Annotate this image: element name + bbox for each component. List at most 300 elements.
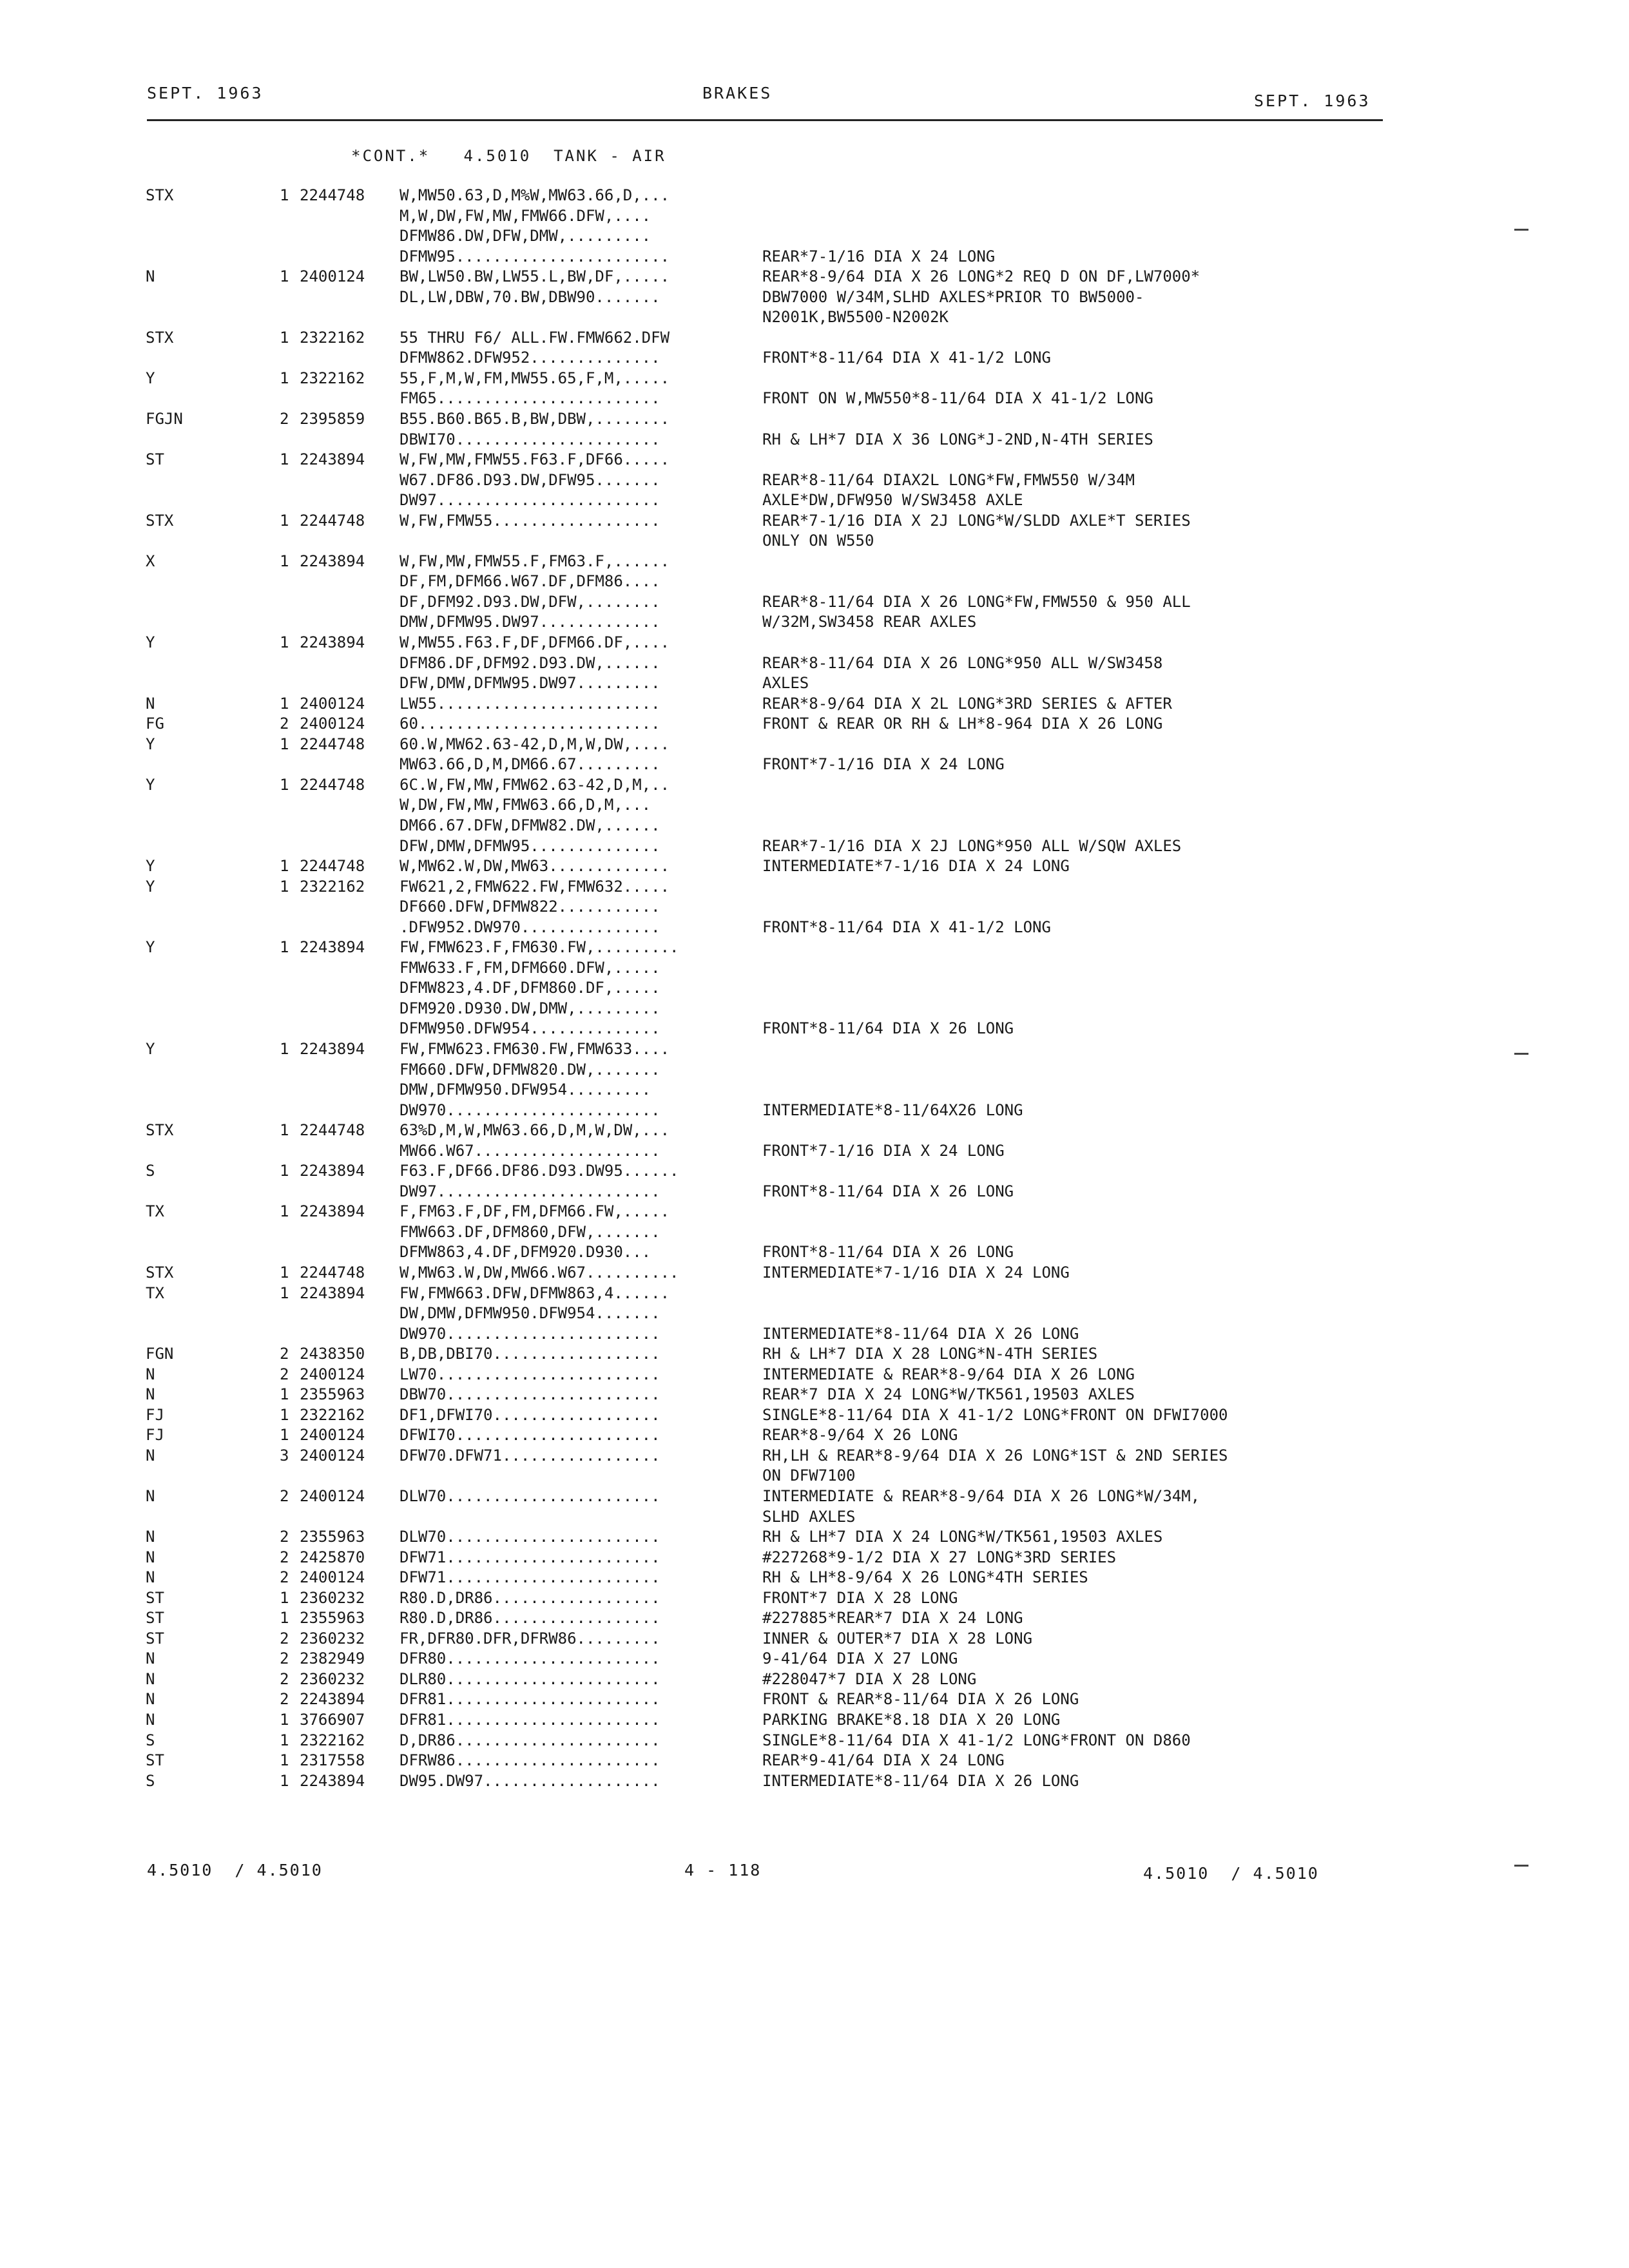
row-models: DF,DFM92.D93.DW,DFW,........ <box>400 592 660 611</box>
row-models: FMW633.F,FM,DFM660.DFW,..... <box>400 958 660 977</box>
row-models: D,DR86...................... <box>400 1731 660 1749</box>
table-row <box>0 1344 1629 1365</box>
table-row <box>0 1405 1629 1426</box>
table-row <box>0 1019 1629 1039</box>
table-row <box>0 1161 1629 1182</box>
table-row <box>0 1060 1629 1081</box>
row-code: Y <box>146 877 155 896</box>
row-qty: 1 <box>280 1202 289 1221</box>
row-code: N <box>146 1528 155 1546</box>
row-description: INTERMEDIATE*8-11/64 DIA X 26 LONG <box>762 1324 1079 1343</box>
row-qty: 1 <box>280 1588 289 1607</box>
row-code: S <box>146 1771 155 1790</box>
table-row <box>0 1669 1629 1690</box>
row-qty: 2 <box>280 410 289 428</box>
row-part-number: 2360232 <box>300 1669 365 1688</box>
row-qty: 1 <box>280 369 289 387</box>
row-description: REAR*8-11/64 DIA X 26 LONG*950 ALL W/SW3458 <box>762 653 1163 672</box>
table-row <box>0 1608 1629 1629</box>
row-description: RH & LH*7 DIA X 28 LONG*N-4TH SERIES <box>762 1345 1098 1363</box>
table-row <box>0 612 1629 633</box>
row-models: R80.D,DR86.................. <box>400 1588 660 1607</box>
row-code: FJ <box>146 1405 164 1424</box>
row-models: 63%D,M,W,MW63.66,D,M,W,DW,... <box>400 1121 670 1140</box>
row-models: W,MW63.W,DW,MW66.W67.......... <box>400 1263 679 1282</box>
row-models: FMW663.DF,DFM860,DFW,....... <box>400 1222 660 1241</box>
row-models: 55 THRU F6/ ALL.FW.FMW662.DFW <box>400 328 670 347</box>
row-part-number: 2438350 <box>300 1345 365 1363</box>
margin-mark <box>1514 1865 1528 1867</box>
row-description: AXLES <box>762 674 809 693</box>
row-models: F63.F,DF66.DF86.D93.DW95...... <box>400 1162 679 1180</box>
table-row <box>0 1039 1629 1060</box>
row-qty: 2 <box>280 1629 289 1648</box>
table-row <box>0 978 1629 999</box>
row-models: DW970....................... <box>400 1100 660 1119</box>
row-models: DW970....................... <box>400 1324 660 1343</box>
row-part-number: 2244748 <box>300 1263 365 1282</box>
table-row <box>0 694 1629 715</box>
table-row <box>0 1771 1629 1792</box>
row-qty: 1 <box>280 938 289 957</box>
row-models: W,DW,FW,MW,FMW63.66,D,M,... <box>400 796 651 814</box>
row-models: DF1,DFWI70.................. <box>400 1405 660 1424</box>
row-description: INTERMEDIATE*8-11/64X26 LONG <box>762 1100 1023 1119</box>
row-models: W,MW55.F63.F,DF,DFM66.DF,.... <box>400 633 670 652</box>
row-models: FW,FMW623.F,FM630.FW,......... <box>400 938 679 957</box>
row-part-number: 2243894 <box>300 1771 365 1790</box>
row-code: FGN <box>146 1345 174 1363</box>
row-description: REAR*8-9/64 X 26 LONG <box>762 1426 958 1445</box>
row-description: FRONT*8-11/64 DIA X 26 LONG <box>762 1243 1014 1262</box>
row-part-number: 2244748 <box>300 857 365 876</box>
row-description: FRONT*7 DIA X 28 LONG <box>762 1588 958 1607</box>
row-description: SINGLE*8-11/64 DIA X 41-1/2 LONG*FRONT ON DFWI7000 <box>762 1405 1228 1424</box>
row-models: W,MW50.63,D,M%W,MW63.66,D,... <box>400 186 670 204</box>
table-row <box>0 1242 1629 1263</box>
table-row <box>0 1324 1629 1345</box>
row-models: DLW70....................... <box>400 1487 660 1505</box>
row-qty: 2 <box>280 1345 289 1363</box>
row-code: N <box>146 1568 155 1587</box>
row-models: FW621,2,FMW622.FW,FMW632..... <box>400 877 670 896</box>
row-description: RH & LH*7 DIA X 24 LONG*W/TK561,19503 AXLES <box>762 1528 1163 1546</box>
row-models: MW63.66,D,M,DM66.67......... <box>400 755 660 774</box>
row-code: N <box>146 1649 155 1668</box>
row-qty: 1 <box>280 1039 289 1058</box>
row-part-number: 2243894 <box>300 1039 365 1058</box>
row-description: FRONT*8-11/64 DIA X 41-1/2 LONG <box>762 349 1051 367</box>
row-qty: 1 <box>280 735 289 753</box>
row-code: N <box>146 1487 155 1505</box>
header-rule <box>147 119 1383 121</box>
table-row <box>0 409 1629 430</box>
row-part-number: 2382949 <box>300 1649 365 1668</box>
row-models: DFMW950.DFW954.............. <box>400 1019 660 1038</box>
row-description: REAR*7-1/16 DIA X 2J LONG*950 ALL W/SQW AXLES <box>762 836 1182 855</box>
row-code: STX <box>146 186 174 204</box>
row-code: Y <box>146 369 155 387</box>
table-row <box>0 572 1629 592</box>
row-description: 9-41/64 DIA X 27 LONG <box>762 1649 958 1668</box>
row-code: N <box>146 694 155 713</box>
row-models: W67.DF86.D93.DW,DFW95....... <box>400 470 660 489</box>
row-description: FRONT*7-1/16 DIA X 24 LONG <box>762 1141 1005 1160</box>
row-part-number: 2400124 <box>300 1487 365 1505</box>
row-models: DFW70.DFW71................. <box>400 1446 660 1465</box>
row-qty: 1 <box>280 1283 289 1302</box>
row-models: DFWI70...................... <box>400 1426 660 1445</box>
row-qty: 1 <box>280 1751 289 1770</box>
row-models: MW66.W67.................... <box>400 1141 660 1160</box>
row-qty: 1 <box>280 1731 289 1749</box>
row-qty: 2 <box>280 1649 289 1668</box>
row-part-number: 2355963 <box>300 1609 365 1628</box>
table-row <box>0 795 1629 816</box>
table-row <box>0 775 1629 796</box>
row-models: DFMW863,4.DF,DFM920.D930... <box>400 1243 651 1262</box>
table-row <box>0 1303 1629 1324</box>
table-row <box>0 206 1629 227</box>
row-description: #227885*REAR*7 DIA X 24 LONG <box>762 1609 1023 1628</box>
row-models: DFW,DMW,DFMW95.............. <box>400 836 660 855</box>
table-row <box>0 1263 1629 1283</box>
row-models: F,FM63.F,DF,FM,DFM66.FW,..... <box>400 1202 670 1221</box>
table-row <box>0 958 1629 979</box>
row-description: REAR*7-1/16 DIA X 24 LONG <box>762 247 996 265</box>
row-qty: 1 <box>280 1711 289 1729</box>
table-row <box>0 1385 1629 1405</box>
table-row <box>0 348 1629 369</box>
row-code: N <box>146 1385 155 1404</box>
row-description: SINGLE*8-11/64 DIA X 41-1/2 LONG*FRONT ON D860 <box>762 1731 1191 1749</box>
row-code: FGJN <box>146 410 183 428</box>
row-description: INTERMEDIATE*7-1/16 DIA X 24 LONG <box>762 857 1070 876</box>
row-part-number: 2243894 <box>300 1690 365 1709</box>
row-qty: 2 <box>280 1548 289 1566</box>
row-part-number: 2243894 <box>300 450 365 469</box>
row-part-number: 2395859 <box>300 410 365 428</box>
row-models: LW70........................ <box>400 1365 660 1383</box>
row-part-number: 2360232 <box>300 1629 365 1648</box>
row-models: B55.B60.B65.B,BW,DBW,........ <box>400 410 670 428</box>
row-models: DFW71....................... <box>400 1568 660 1587</box>
header-date-right: SEPT. 1963 <box>1254 91 1371 110</box>
row-part-number: 2400124 <box>300 1568 365 1587</box>
row-description: INTERMEDIATE & REAR*8-9/64 DIA X 26 LONG <box>762 1365 1135 1383</box>
page-number: 4 - 118 <box>684 1861 762 1879</box>
table-row <box>0 1222 1629 1243</box>
row-part-number: 2400124 <box>300 267 365 286</box>
table-row <box>0 1202 1629 1222</box>
row-description: FRONT & REAR OR RH & LH*8-964 DIA X 26 LONG <box>762 715 1163 733</box>
row-description: RH & LH*7 DIA X 36 LONG*J-2ND,N-4TH SERIES <box>762 430 1153 448</box>
row-part-number: 2243894 <box>300 1283 365 1302</box>
row-part-number: 2322162 <box>300 877 365 896</box>
row-part-number: 2355963 <box>300 1528 365 1546</box>
row-models: DM66.67.DFW,DFMW82.DW,...... <box>400 816 660 834</box>
row-models: 55,F,M,W,FM,MW55.65,F,M,..... <box>400 369 670 387</box>
table-row <box>0 673 1629 694</box>
row-description: INTERMEDIATE*8-11/64 DIA X 26 LONG <box>762 1771 1079 1790</box>
table-row <box>0 1425 1629 1446</box>
table-row <box>0 369 1629 389</box>
row-models: DBW70....................... <box>400 1385 660 1404</box>
row-description: AXLE*DW,DFW950 W/SW3458 AXLE <box>762 491 1023 510</box>
row-models: DMW,DFMW95.DW97............. <box>400 613 660 631</box>
row-code: N <box>146 1669 155 1688</box>
table-row <box>0 511 1629 532</box>
table-row <box>0 287 1629 308</box>
table-row <box>0 1548 1629 1568</box>
table-row <box>0 918 1629 938</box>
row-code: FJ <box>146 1426 164 1445</box>
row-code: STX <box>146 511 174 530</box>
row-description: REAR*8-11/64 DIA X 26 LONG*FW,FMW550 & 950 ALL <box>762 592 1191 611</box>
row-description: DBW7000 W/34M,SLHD AXLES*PRIOR TO BW5000- <box>762 287 1144 306</box>
header-section-title: BRAKES <box>702 84 773 102</box>
table-row <box>0 1731 1629 1751</box>
section-subtitle: *CONT.* 4.5010 TANK - AIR <box>351 147 666 165</box>
row-description: #228047*7 DIA X 28 LONG <box>762 1669 977 1688</box>
row-description: REAR*7-1/16 DIA X 2J LONG*W/SLDD AXLE*T SERIES <box>762 511 1191 530</box>
row-part-number: 2317558 <box>300 1751 365 1770</box>
table-row <box>0 186 1629 206</box>
row-part-number: 2400124 <box>300 1446 365 1465</box>
row-description: INTERMEDIATE & REAR*8-9/64 DIA X 26 LONG*W/34M, <box>762 1487 1200 1505</box>
row-part-number: 2360232 <box>300 1588 365 1607</box>
row-code: Y <box>146 1039 155 1058</box>
row-code: STX <box>146 1263 174 1282</box>
row-description: REAR*8-9/64 DIA X 26 LONG*2 REQ D ON DF,LW7000* <box>762 267 1200 286</box>
row-models: DF,FM,DFM66.W67.DF,DFM86.... <box>400 572 660 591</box>
row-description: SLHD AXLES <box>762 1507 856 1526</box>
row-code: Y <box>146 775 155 794</box>
row-code: ST <box>146 1751 164 1770</box>
row-models: FM65........................ <box>400 389 660 408</box>
table-row <box>0 1141 1629 1162</box>
row-description: REAR*7 DIA X 24 LONG*W/TK561,19503 AXLES <box>762 1385 1135 1404</box>
row-models: W,FW,FMW55.................. <box>400 511 660 530</box>
row-models: B,DB,DBI70.................. <box>400 1345 660 1363</box>
row-models: R80.D,DR86.................. <box>400 1609 660 1628</box>
row-qty: 1 <box>280 328 289 347</box>
row-qty: 2 <box>280 1568 289 1587</box>
row-models: DFMW86.DW,DFW,DMW,......... <box>400 227 651 245</box>
row-models: DFMW95....................... <box>400 247 670 265</box>
row-code: N <box>146 267 155 286</box>
table-row <box>0 999 1629 1019</box>
table-row <box>0 1710 1629 1731</box>
row-description: ONLY ON W550 <box>762 532 874 550</box>
table-row <box>0 937 1629 958</box>
row-qty: 1 <box>280 1121 289 1140</box>
row-description: INNER & OUTER*7 DIA X 28 LONG <box>762 1629 1033 1648</box>
table-row <box>0 633 1629 653</box>
table-row <box>0 877 1629 898</box>
row-description: N2001K,BW5500-N2002K <box>762 308 949 327</box>
table-row <box>0 552 1629 572</box>
table-row <box>0 531 1629 552</box>
row-code: Y <box>146 938 155 957</box>
row-models: 60.W,MW62.63-42,D,M,W,DW,.... <box>400 735 670 753</box>
margin-mark <box>1514 1053 1528 1055</box>
row-part-number: 2244748 <box>300 511 365 530</box>
row-qty: 1 <box>280 775 289 794</box>
row-code: N <box>146 1446 155 1465</box>
row-description: FRONT*7-1/16 DIA X 24 LONG <box>762 755 1005 774</box>
row-code: S <box>146 1731 155 1749</box>
row-models: M,W,DW,FW,MW,FMW66.DFW,.... <box>400 206 651 225</box>
row-description: REAR*8-11/64 DIAX2L LONG*FW,FMW550 W/34M <box>762 470 1135 489</box>
row-qty: 2 <box>280 1669 289 1688</box>
table-row <box>0 1466 1629 1486</box>
row-qty: 1 <box>280 1405 289 1424</box>
row-description: FRONT*8-11/64 DIA X 26 LONG <box>762 1019 1014 1038</box>
table-row <box>0 1588 1629 1609</box>
row-part-number: 2244748 <box>300 186 365 204</box>
row-code: FG <box>146 715 164 733</box>
row-description: REAR*8-9/64 DIA X 2L LONG*3RD SERIES & AFTER <box>762 694 1172 713</box>
row-models: DFW,DMW,DFMW95.DW97......... <box>400 674 660 693</box>
table-row <box>0 1365 1629 1385</box>
table-row <box>0 1446 1629 1466</box>
row-models: DFMW862.DFW952.............. <box>400 349 660 367</box>
row-qty: 1 <box>280 877 289 896</box>
row-description: W/32M,SW3458 REAR AXLES <box>762 613 977 631</box>
row-part-number: 3766907 <box>300 1711 365 1729</box>
row-models: DW97........................ <box>400 491 660 510</box>
row-code: ST <box>146 1588 164 1607</box>
row-qty: 1 <box>280 1263 289 1282</box>
row-description: FRONT ON W,MW550*8-11/64 DIA X 41-1/2 LONG <box>762 389 1153 408</box>
table-row <box>0 470 1629 491</box>
row-qty: 1 <box>280 1162 289 1180</box>
row-models: DW,DMW,DFMW950.DFW954....... <box>400 1304 660 1323</box>
table-row <box>0 816 1629 836</box>
row-part-number: 2322162 <box>300 1405 365 1424</box>
row-models: DF660.DFW,DFMW822........... <box>400 898 660 916</box>
row-models: FW,FMW663.DFW,DFMW863,4...... <box>400 1283 670 1302</box>
row-code: TX <box>146 1283 164 1302</box>
row-code: TX <box>146 1202 164 1221</box>
table-row <box>0 653 1629 674</box>
row-qty: 2 <box>280 1487 289 1505</box>
row-models: DFW71....................... <box>400 1548 660 1566</box>
row-code: Y <box>146 633 155 652</box>
row-qty: 3 <box>280 1446 289 1465</box>
row-qty: 1 <box>280 694 289 713</box>
row-part-number: 2243894 <box>300 1202 365 1221</box>
row-part-number: 2322162 <box>300 369 365 387</box>
row-code: STX <box>146 1121 174 1140</box>
header-date-left: SEPT. 1963 <box>147 84 264 102</box>
row-part-number: 2322162 <box>300 1731 365 1749</box>
row-code: ST <box>146 1629 164 1648</box>
row-part-number: 2400124 <box>300 715 365 733</box>
table-row <box>0 328 1629 349</box>
row-part-number: 2400124 <box>300 1426 365 1445</box>
row-models: DW97........................ <box>400 1182 660 1200</box>
row-qty: 1 <box>280 1771 289 1790</box>
row-description: REAR*9-41/64 DIA X 24 LONG <box>762 1751 1005 1770</box>
row-models: FM660.DFW,DFMW820.DW,....... <box>400 1060 660 1079</box>
row-code: N <box>146 1711 155 1729</box>
row-code: S <box>146 1162 155 1180</box>
table-row <box>0 1689 1629 1710</box>
table-row <box>0 490 1629 511</box>
table-row <box>0 1649 1629 1669</box>
table-row <box>0 1283 1629 1304</box>
row-qty: 1 <box>280 186 289 204</box>
row-part-number: 2243894 <box>300 1162 365 1180</box>
row-description: #227268*9-1/2 DIA X 27 LONG*3RD SERIES <box>762 1548 1117 1566</box>
table-row <box>0 1182 1629 1202</box>
row-part-number: 2243894 <box>300 633 365 652</box>
row-models: DFRW86...................... <box>400 1751 660 1770</box>
row-qty: 1 <box>280 450 289 469</box>
table-row <box>0 856 1629 877</box>
footer-ref-right: 4.5010 / 4.5010 <box>1143 1864 1319 1883</box>
row-models: DLR80....................... <box>400 1669 660 1688</box>
row-description: FRONT*8-11/64 DIA X 26 LONG <box>762 1182 1014 1200</box>
table-row <box>0 389 1629 409</box>
table-row <box>0 450 1629 470</box>
row-models: DFM920.D930.DW,DMW,......... <box>400 999 660 1017</box>
row-models: BW,LW50.BW,LW55.L,BW,DF,..... <box>400 267 670 286</box>
row-models: DFR81....................... <box>400 1711 660 1729</box>
footer-ref-left: 4.5010 / 4.5010 <box>147 1861 323 1879</box>
row-description: FRONT*8-11/64 DIA X 41-1/2 LONG <box>762 918 1051 936</box>
table-row <box>0 897 1629 918</box>
row-models: DL,LW,DBW,70.BW,DBW90....... <box>400 287 660 306</box>
row-models: FR,DFR80.DFR,DFRW86......... <box>400 1629 660 1648</box>
row-part-number: 2243894 <box>300 938 365 957</box>
table-row <box>0 1120 1629 1141</box>
row-description: RH,LH & REAR*8-9/64 DIA X 26 LONG*1ST & 2ND SERIES <box>762 1446 1228 1465</box>
row-description: ON DFW7100 <box>762 1466 856 1485</box>
row-models: DFR80....................... <box>400 1649 660 1668</box>
row-part-number: 2243894 <box>300 552 365 570</box>
row-models: DFMW823,4.DF,DFM860.DF,..... <box>400 979 660 997</box>
table-row <box>0 1751 1629 1771</box>
row-part-number: 2355963 <box>300 1385 365 1404</box>
table-row <box>0 430 1629 450</box>
row-code: ST <box>146 450 164 469</box>
row-qty: 1 <box>280 1609 289 1628</box>
row-models: .DFW952.DW970............... <box>400 918 660 936</box>
row-models: LW55........................ <box>400 694 660 713</box>
table-row <box>0 267 1629 287</box>
row-code: STX <box>146 328 174 347</box>
row-models: W,MW62.W,DW,MW63............. <box>400 857 670 876</box>
margin-mark <box>1514 229 1528 231</box>
row-models: DW95.DW97................... <box>400 1771 660 1790</box>
table-row <box>0 836 1629 857</box>
row-models: W,FW,MW,FMW55.F,FM63.F,...... <box>400 552 670 570</box>
row-qty: 1 <box>280 552 289 570</box>
row-models: DLW70....................... <box>400 1528 660 1546</box>
row-code: Y <box>146 857 155 876</box>
row-qty: 1 <box>280 1385 289 1404</box>
table-row <box>0 754 1629 775</box>
row-qty: 2 <box>280 1690 289 1709</box>
row-qty: 1 <box>280 267 289 286</box>
row-code: ST <box>146 1609 164 1628</box>
table-row <box>0 1486 1629 1507</box>
row-part-number: 2244748 <box>300 1121 365 1140</box>
row-qty: 2 <box>280 715 289 733</box>
